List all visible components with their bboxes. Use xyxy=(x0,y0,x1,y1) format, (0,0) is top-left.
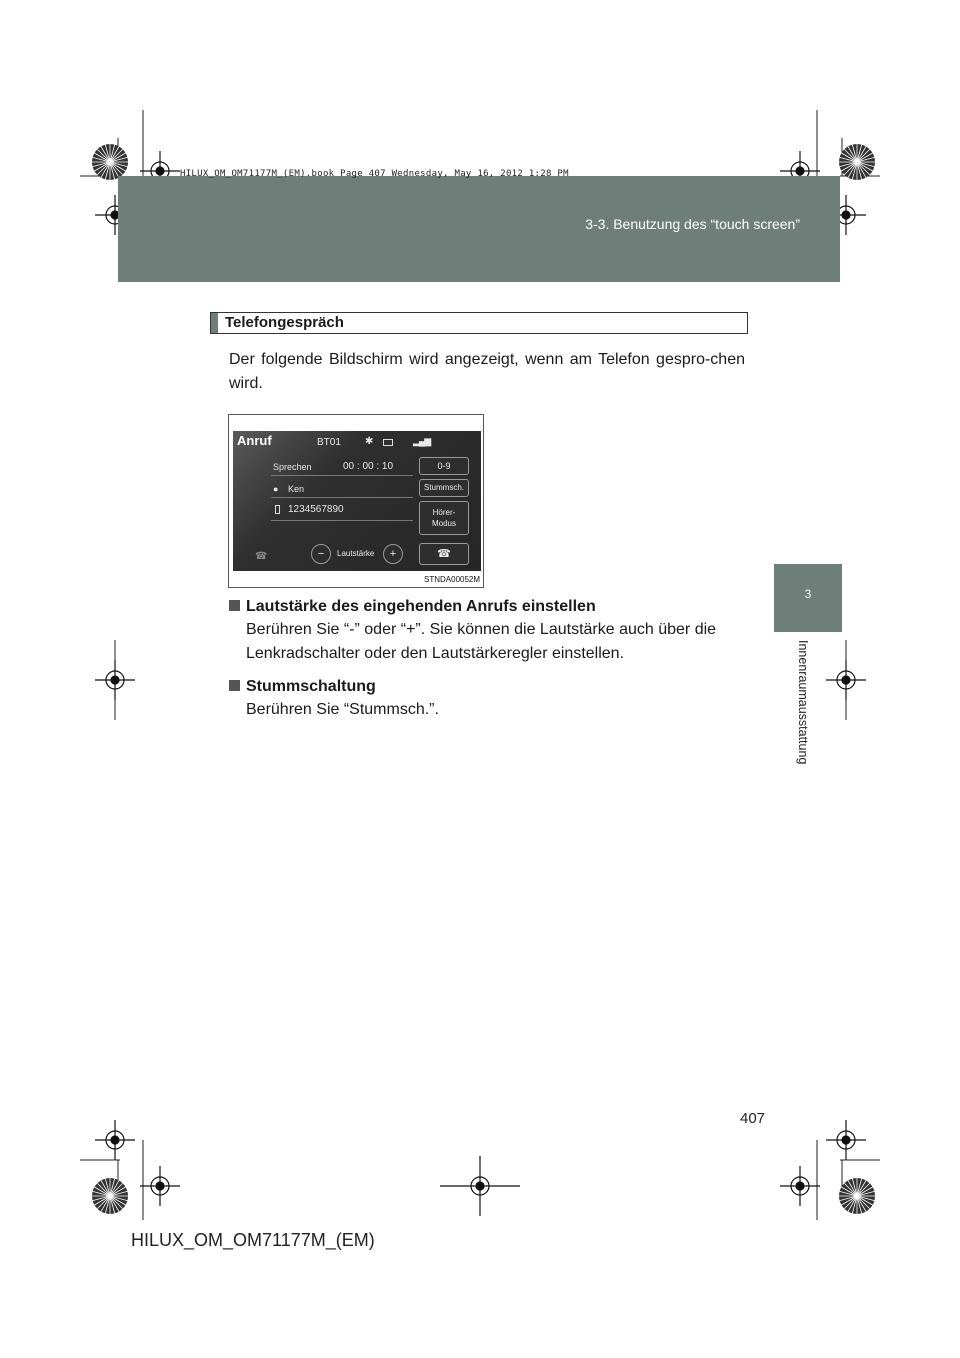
screen-title: Anruf xyxy=(237,433,272,448)
end-call-button[interactable]: ☎ xyxy=(419,543,469,565)
divider xyxy=(271,520,413,521)
bluetooth-icon: ✱ xyxy=(365,436,374,447)
volume-label: Lautstärke xyxy=(337,549,375,558)
bullet-item xyxy=(229,678,749,722)
contact-name: Ken xyxy=(288,484,305,494)
phone-icon: ☎ xyxy=(255,551,268,562)
screen-device: BT01 xyxy=(317,437,341,448)
signal-icon: ▂▄▆ xyxy=(413,436,431,446)
chapter-tab: 3 xyxy=(774,564,842,632)
keypad-button[interactable]: 0-9 xyxy=(419,457,469,475)
volume-down-button[interactable]: − xyxy=(311,544,331,564)
section-heading-label: Telefongespräch xyxy=(225,314,344,331)
phone-call-screen xyxy=(233,431,481,571)
mobile-phone-icon xyxy=(275,505,280,514)
footer-code: HILUX_OM_OM71177M_(EM) xyxy=(131,1230,375,1250)
phone-number: 1234567890 xyxy=(288,504,344,515)
chapter-label: Innenraumausstattung xyxy=(796,640,810,765)
section-heading-bar xyxy=(211,313,218,333)
header-title: 3-3. Benutzung des “touch screen” xyxy=(585,216,800,232)
call-status: Sprechen xyxy=(273,462,312,472)
bullet-heading: Stummschaltung xyxy=(229,678,749,696)
bullet-text: Berühren Sie “Stummsch.”. xyxy=(246,701,439,718)
book-info-line: HILUX_OM_OM71177M_(EM).book Page 407 Wednesday, May 16, 2012 1:28 PM xyxy=(180,169,569,179)
battery-icon xyxy=(383,439,393,446)
bullet-text: Berühren Sie “-” oder “+”. Sie können die Lautstärke auch über die Lenkradschalter oder den Lautstärkeregler einstellen. xyxy=(246,621,717,662)
intro-paragraph: Der folgende Bildschirm wird angezeigt, wenn am Telefon gespro-chen wird. xyxy=(229,351,745,392)
bullet-square-icon xyxy=(229,680,240,691)
contact-icon: ● xyxy=(273,484,279,494)
mute-button[interactable]: Stummsch. xyxy=(419,479,469,497)
section-heading xyxy=(210,312,748,334)
bullet-item xyxy=(229,598,749,666)
handset-mode-button[interactable]: Hörer- Modus xyxy=(419,501,469,535)
bullet-square-icon xyxy=(229,600,240,611)
divider xyxy=(271,475,413,476)
bullet-heading: Lautstärke des eingehenden Anrufs einstellen xyxy=(229,598,749,616)
volume-up-button[interactable]: + xyxy=(383,544,403,564)
call-timer: 00 : 00 : 10 xyxy=(343,461,394,472)
figure-code: STNDA00052M xyxy=(424,575,481,584)
page-number: 407 xyxy=(740,1110,766,1127)
divider xyxy=(271,497,413,498)
